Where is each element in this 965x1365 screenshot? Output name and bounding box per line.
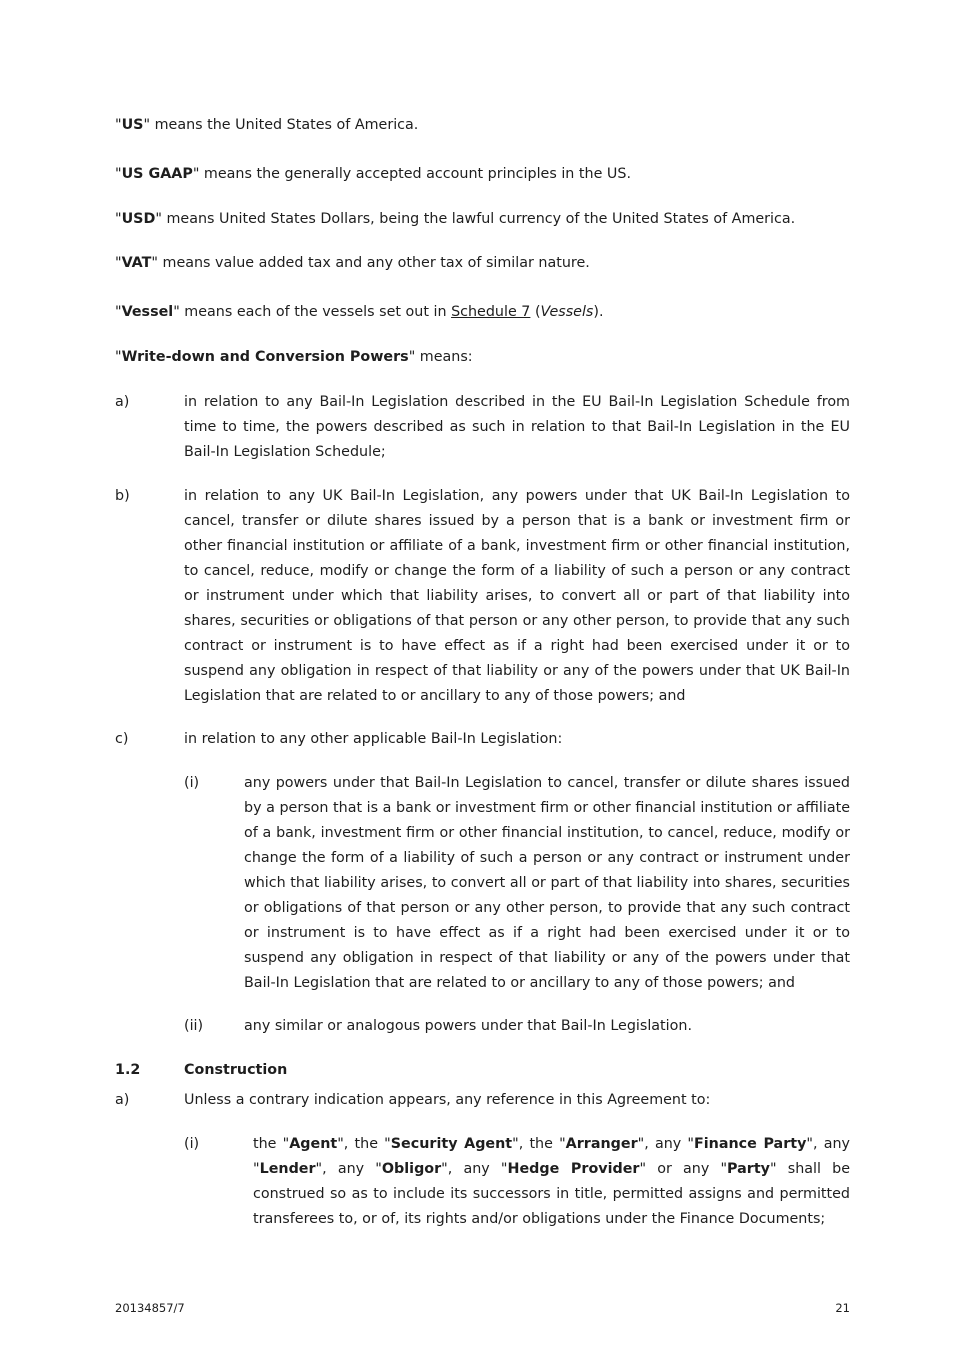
definition-text: means United States Dollars, being the lawful currency of the United States of America. <box>161 211 796 227</box>
list-item-text: in relation to any other applicable Bail-In Legislation: <box>184 731 563 747</box>
text-run: ", any " <box>315 1161 382 1177</box>
text-run: ", the " <box>512 1136 566 1152</box>
definition-us-gaap: "US GAAP" means the generally accepted account principles in the US. <box>115 166 631 182</box>
definition-usd: "USD" means United States Dollars, being the lawful currency of the United States of America. <box>115 211 796 227</box>
section-title: Construction <box>184 1062 288 1078</box>
text-run: the " <box>253 1136 290 1152</box>
term-write-down: Write-down and Conversion Powers <box>121 349 409 365</box>
term-hedge-provider: Hedge Provider <box>507 1161 640 1177</box>
text-run: ", the " <box>337 1136 391 1152</box>
definition-us: "US" means the United States of America. <box>115 117 419 133</box>
list-item-text: Unless a contrary indication appears, any reference in this Agreement to: <box>184 1092 711 1108</box>
paren-open: ( <box>530 304 541 320</box>
definition-text: means the generally accepted account principles in the US. <box>199 166 631 182</box>
text-run: " or any " <box>639 1161 728 1177</box>
list-label: a) <box>115 394 130 410</box>
definition-text: means the United States of America. <box>150 117 419 133</box>
term-usd: USD <box>121 211 156 227</box>
vessels-italic: Vessels <box>540 304 594 320</box>
term-finance-party: Finance Party <box>694 1136 807 1152</box>
term-vessel: Vessel <box>121 304 174 320</box>
term-obligor: Obligor <box>381 1161 442 1177</box>
term-security-agent: Security Agent <box>390 1136 513 1152</box>
term-party: Party <box>727 1161 770 1177</box>
sublist-label: (i) <box>184 775 200 791</box>
schedule-7-link[interactable]: Schedule 7 <box>451 304 531 320</box>
definition-text: means each of the vessels set out in <box>179 304 452 320</box>
definition-text: means value added tax and any other tax of similar nature. <box>157 255 590 271</box>
sublist-label: (i) <box>184 1136 200 1152</box>
term-arranger: Arranger <box>565 1136 638 1152</box>
list-item-text: in relation to any UK Bail-In Legislation, any powers under that UK Bail-In Legislation to cancel, transfer or dilute shares issued by a person that is a bank or investment firm or other financial institution or affiliate of a bank, investment firm or other financial institution, to cancel, reduce, modify or change the form of a liability of such a person or any contract or instrument under which that liability arises, to convert all or part of that liability into shares, securities or obligations of that person or any other person, to provide that any such contract or instrument is to have effect as if a right had been exercised under it or to suspend any obligation in respect of that liability or any of the powers under that UK Bail-In Legislation that are related to or ancillary to any of those powers; and <box>184 488 850 704</box>
definition-vessel: "Vessel" means each of the vessels set out in Schedule 7 (Vessels). <box>115 304 604 320</box>
text-run: " shall be construed so as to include its successors in title, permitted assigns and permitted transferees to, or of, its rights and/or obligations under the Finance Documents; <box>253 1161 850 1227</box>
list-label: c) <box>115 731 129 747</box>
definition-text: means: <box>415 349 473 365</box>
term-agent: Agent <box>289 1136 338 1152</box>
sublist-item-text: any similar or analogous powers under that Bail-In Legislation. <box>244 1018 692 1034</box>
term-lender: Lender <box>259 1161 316 1177</box>
definition-write-down: "Write-down and Conversion Powers" means: <box>115 349 473 365</box>
list-item-text: in relation to any Bail-In Legislation described in the EU Bail-In Legislation Schedule from time to time, the powers described as such in relation to that Bail-In Legislation in the EU Bail-In Legislation Schedule; <box>184 394 850 460</box>
text-run: ", any " <box>637 1136 694 1152</box>
footer-page-number: 21 <box>835 1301 850 1315</box>
sublist-item-text: any powers under that Bail-In Legislation to cancel, transfer or dilute shares issued by a person that is a bank or investment firm or other financial institution or affiliate of a bank, investment firm or other financial institution, to cancel, reduce, modify or change the form of a liability of such a person or any contract or instrument under which that liability arises, to convert all or part of that liability into shares, securities or obligations of that person or any other person, to provide that any such contract or instrument is to have effect as if a right had been exercised under it or to suspend any obligation in respect of that liability or any of the powers under that Bail-In Legislation that are related to or ancillary to any of those powers; and <box>244 775 850 991</box>
term-us: US <box>121 117 144 133</box>
construction-sub-i-text <box>253 1132 850 1232</box>
term-vat: VAT <box>121 255 152 271</box>
text-run: ", any " <box>441 1161 508 1177</box>
definition-vat: "VAT" means value added tax and any other tax of similar nature. <box>115 255 590 271</box>
sublist-label: (ii) <box>184 1018 204 1034</box>
term-us-gaap: US GAAP <box>121 166 193 182</box>
paren-close: ). <box>593 304 604 320</box>
list-label: b) <box>115 488 130 504</box>
list-label: a) <box>115 1092 130 1108</box>
text-run: ", any " <box>253 1136 850 1177</box>
section-number: 1.2 <box>115 1062 141 1078</box>
footer-doc-ref: 20134857/7 <box>115 1301 185 1315</box>
